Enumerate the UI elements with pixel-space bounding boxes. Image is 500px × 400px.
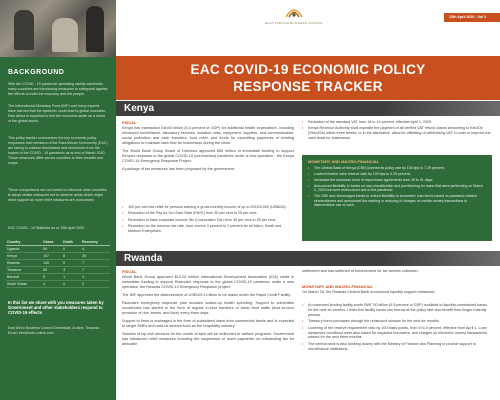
column-header: Death xyxy=(62,239,81,246)
table-cell: 0 xyxy=(81,281,110,288)
kenya-monetary-label: MONETARY AND MACRO-FINANCIAL xyxy=(308,159,380,164)
list-item: • Reduction of the standard VAT from 16 to 14 percent, effective April 1, 2020. xyxy=(302,120,492,125)
sidebar-paragraph: This policy tracker summarizes the key economic policy responses that members of the East African Community (EAC) are taking to cushion businesses and economies from the impact of the COVID - 19 pandemic as at end of March 2020. These measures differ across countries in their breadth and scope. xyxy=(8,136,108,165)
country-name: Rwanda xyxy=(124,253,163,264)
table-row xyxy=(6,267,110,274)
eabc-logo-icon xyxy=(284,5,304,19)
kenya-fiscal-label: FISCAL xyxy=(122,120,137,125)
table-cell: Uganda xyxy=(6,246,42,253)
table-cell: Tanzania xyxy=(6,267,42,274)
kenya-monetary-list xyxy=(308,166,486,208)
stats-table xyxy=(6,239,110,288)
date-badge: 13th April 2020 - Vol 2 xyxy=(444,13,500,22)
sidebar-photo xyxy=(0,0,116,57)
table-cell: 7 xyxy=(81,260,110,267)
sidebar-paragraph: These comparisons are not meant to influence other countries to adopt similar measures but to observe areas which might need support as more relief measures are announced. xyxy=(8,188,107,202)
column-header: Country xyxy=(6,239,42,246)
person-silhouette xyxy=(86,6,104,52)
table-row xyxy=(6,253,110,260)
stats-note: EAC COVID - 19 Statistics as of 13th April 2020 xyxy=(8,226,85,230)
table-row xyxy=(6,274,110,281)
sidebar-callout-title: In this list we share with you measures taken by Government and other stakeholders respond to COVID-19 effects xyxy=(8,300,104,316)
kenya-vat-measures-list xyxy=(302,120,492,143)
paragraph: The World Bank Group Board of Directors approved $50 million in immediate funding to support Kenya's response to the global COVID-19 (coronavirus) pandemic under a new operation - the Kenya COVID-19 Emergency Response Project. xyxy=(122,149,294,163)
column-header: Recovery xyxy=(81,239,110,246)
table-cell: 8 xyxy=(62,253,81,260)
rwanda-monetary-list xyxy=(302,303,492,353)
paragraph: Support to firms is envisaged in the form of subsidized loans from commercial banks and is expected to target SMEs and hard-hit sectors such as the hospitality industry. xyxy=(122,319,294,328)
list-item: • Treasury bond purchases through the rediscount window for the next six months. xyxy=(302,319,492,324)
paragraph: Rwanda's emergency response plan includes scaled-up health spending. Support to vulnerable households has started in the form of regular in-kind transfers of basic food staffs (door-to-door provision of rice, beans, and flour) every three days. xyxy=(122,301,294,315)
list-item: • An extended lending facility worth RWF 50 billion (0.5 percent of GDP) available to liquidity-constrained banks for the next six months. Under this facility banks can borrow at the policy rate and benefit from longer maturity periods. xyxy=(302,303,492,318)
table-cell: South Sudan xyxy=(6,281,42,288)
sidebar-paragraph: With the COVID - 19 pandemic spreading rapidly worldwide, many countries are introducing measures to safeguard against the effects on both the economy and the people. xyxy=(8,82,108,96)
rwanda-section-header xyxy=(116,251,500,266)
rwanda-monetary-label: MONETARY AND MACRO-FINANCIAL xyxy=(302,284,374,289)
list-item: • Kenya Revenue Authority shall expedite the payment of all verified VAT refund claims amounting to Ksh10b (Shs420b) within three weeks; or in the alternative, allow for offsetting of withholding VAT in order to improve the cash flows for businesses. xyxy=(302,126,492,141)
kenya-monetary-box xyxy=(302,155,492,241)
table-cell: 5 xyxy=(42,274,62,281)
table-cell: 7 xyxy=(81,267,110,274)
page-title xyxy=(116,56,500,100)
rwanda-tax-relief-text: settlement and has softened of enforcement for tax arrears collection. xyxy=(302,269,419,273)
list-item: • The CBK also encouraged banks to extend flexibility to borrowers' loan terms based on pandemic-related circumstances and announced the waiving or reducing of charges on mobile money transactions to disincentivize use of cash. xyxy=(308,194,486,208)
paragraph: Kenya has earmarked Ksh40 billion (0.4 percent of GDP) for additional health expenditure, including enhanced surveillance, laboratory services, isolation units, equipment, supplies, and communication; social protection and cash transfers; food relief; and funds for expediting payments of existing obligations to maintain cash flow for businesses during the crisis. xyxy=(122,126,294,145)
rwanda-fiscal-text xyxy=(122,275,294,350)
table-cell: 0 xyxy=(62,260,81,267)
table-cell: 126 xyxy=(42,260,62,267)
table-row xyxy=(6,246,110,253)
list-item: • 100 per cent tax relief for persons earning a gross monthly income of up to KSh24,000 (US$226). xyxy=(122,205,294,210)
table-row xyxy=(6,260,110,267)
list-item: • Reduction of the Pay As You Earn Rate (PAYE) from 30 per cent to 25 per cent. xyxy=(122,211,294,216)
table-cell: 0 xyxy=(62,246,81,253)
rwanda-monetary-intro: On March 18, the Rwanda Central Bank announced liquidity support measures: xyxy=(302,290,436,294)
table-cell: 4 xyxy=(81,246,110,253)
kenya-fiscal-text xyxy=(122,126,294,175)
page-title-line: EAC COVID-19 ECONOMIC POLICY xyxy=(190,62,426,77)
table-cell: 3 xyxy=(62,267,81,274)
table-row xyxy=(6,281,110,288)
page-title-line: RESPONSE TRACKER xyxy=(233,79,383,94)
list-item: • The Central Bank of Kenya (CBK) lowered its policy rate by 100 bps to 7.25 percent; xyxy=(308,166,486,171)
table-cell: Rwanda xyxy=(6,260,42,267)
table-cell: 54 xyxy=(42,246,62,253)
paragraph: The IMF approved the disbursement of US$109.4 million to be drawn under the Rapid Credit Facility. xyxy=(122,293,291,297)
table-cell: 197 xyxy=(42,253,62,260)
table-cell: Kenya xyxy=(6,253,42,260)
table-cell: Burundi xyxy=(6,274,42,281)
person-silhouette xyxy=(52,18,78,52)
list-item: • Reduction on the turnover tax rate, from current 3 percent to 1 percent for all Micro, Small and Medium Enterprises. xyxy=(122,224,294,234)
sidebar-contact-text: East Africa Business Council Secretariat, Arusha, Tanzania. Email: info@eabc-online.com xyxy=(8,326,101,335)
table-cell: 4 xyxy=(42,281,62,288)
rwanda-fiscal-label: FISCAL xyxy=(122,269,137,274)
paragraph: Salaries of top civil servants for the month of April will be redirected to welfare programs. Government has introduced relief measures including the suspension of down payments on outstanding tax for amicable xyxy=(122,332,294,346)
kenya-tax-measures-list xyxy=(122,205,294,236)
sidebar-title: BACKGROUND xyxy=(8,69,65,76)
list-item: • Lowering of the reserve requirement ratio by 100 basis points, from 5 to 4 percent, effective from April 1. Loan repayment conditions were also eased for impacted borrowers, and charges on electronic money transactions waived for the next three months. xyxy=(302,326,492,341)
paragraph: World Bank Group approved $14.25 million International Development Association (IDA) credit in immediate funding to support Rwanda's response to the global COVID-19 pandemic under a new operation, the Rwanda COVID-19 Emergency Response project. xyxy=(122,275,294,289)
logo-text: EAST AFRICAN BUSINESS COUNCIL xyxy=(265,21,323,25)
table-cell: 53 xyxy=(42,267,62,274)
list-item: • Increased the maximum tenor of repurchase agreements from 28 to 91 days; xyxy=(308,178,486,183)
list-item: • The central bank is also working closely with the Ministry of Finance and Planning to provide support to microfinance institutions. xyxy=(302,342,492,352)
table-cell: 1 xyxy=(81,274,110,281)
list-item: • Lowered banks' cash reserve ratio by 100 bps to 4.25 percent; xyxy=(308,172,486,177)
table-cell: 25 xyxy=(81,253,110,260)
paragraph: A package of tax measures has been proposed by the government: xyxy=(122,167,235,171)
list-item: • Reduction of base corporate Income Tax (Corporation Tax) from 30 per cent to 25 per cent. xyxy=(122,218,294,223)
person-silhouette xyxy=(14,10,34,50)
sidebar xyxy=(0,0,116,400)
column-header: Cases xyxy=(42,239,62,246)
kenya-section-header xyxy=(116,101,500,116)
country-name: Kenya xyxy=(124,103,155,114)
table-cell: 0 xyxy=(62,281,81,288)
table-cell: 1 xyxy=(62,274,81,281)
sidebar-paragraph: The International Monetary Fund (IMF) and many experts have warned that the epidemic could lead to global recession. East Africa is expected to feel the economic strain as a result of the global shock. xyxy=(8,104,107,123)
list-item: • Announced flexibility to banks on loan classification and provisioning for loans that were performing on March 2, 2020 but were restructured due to the pandemic. xyxy=(308,184,486,193)
